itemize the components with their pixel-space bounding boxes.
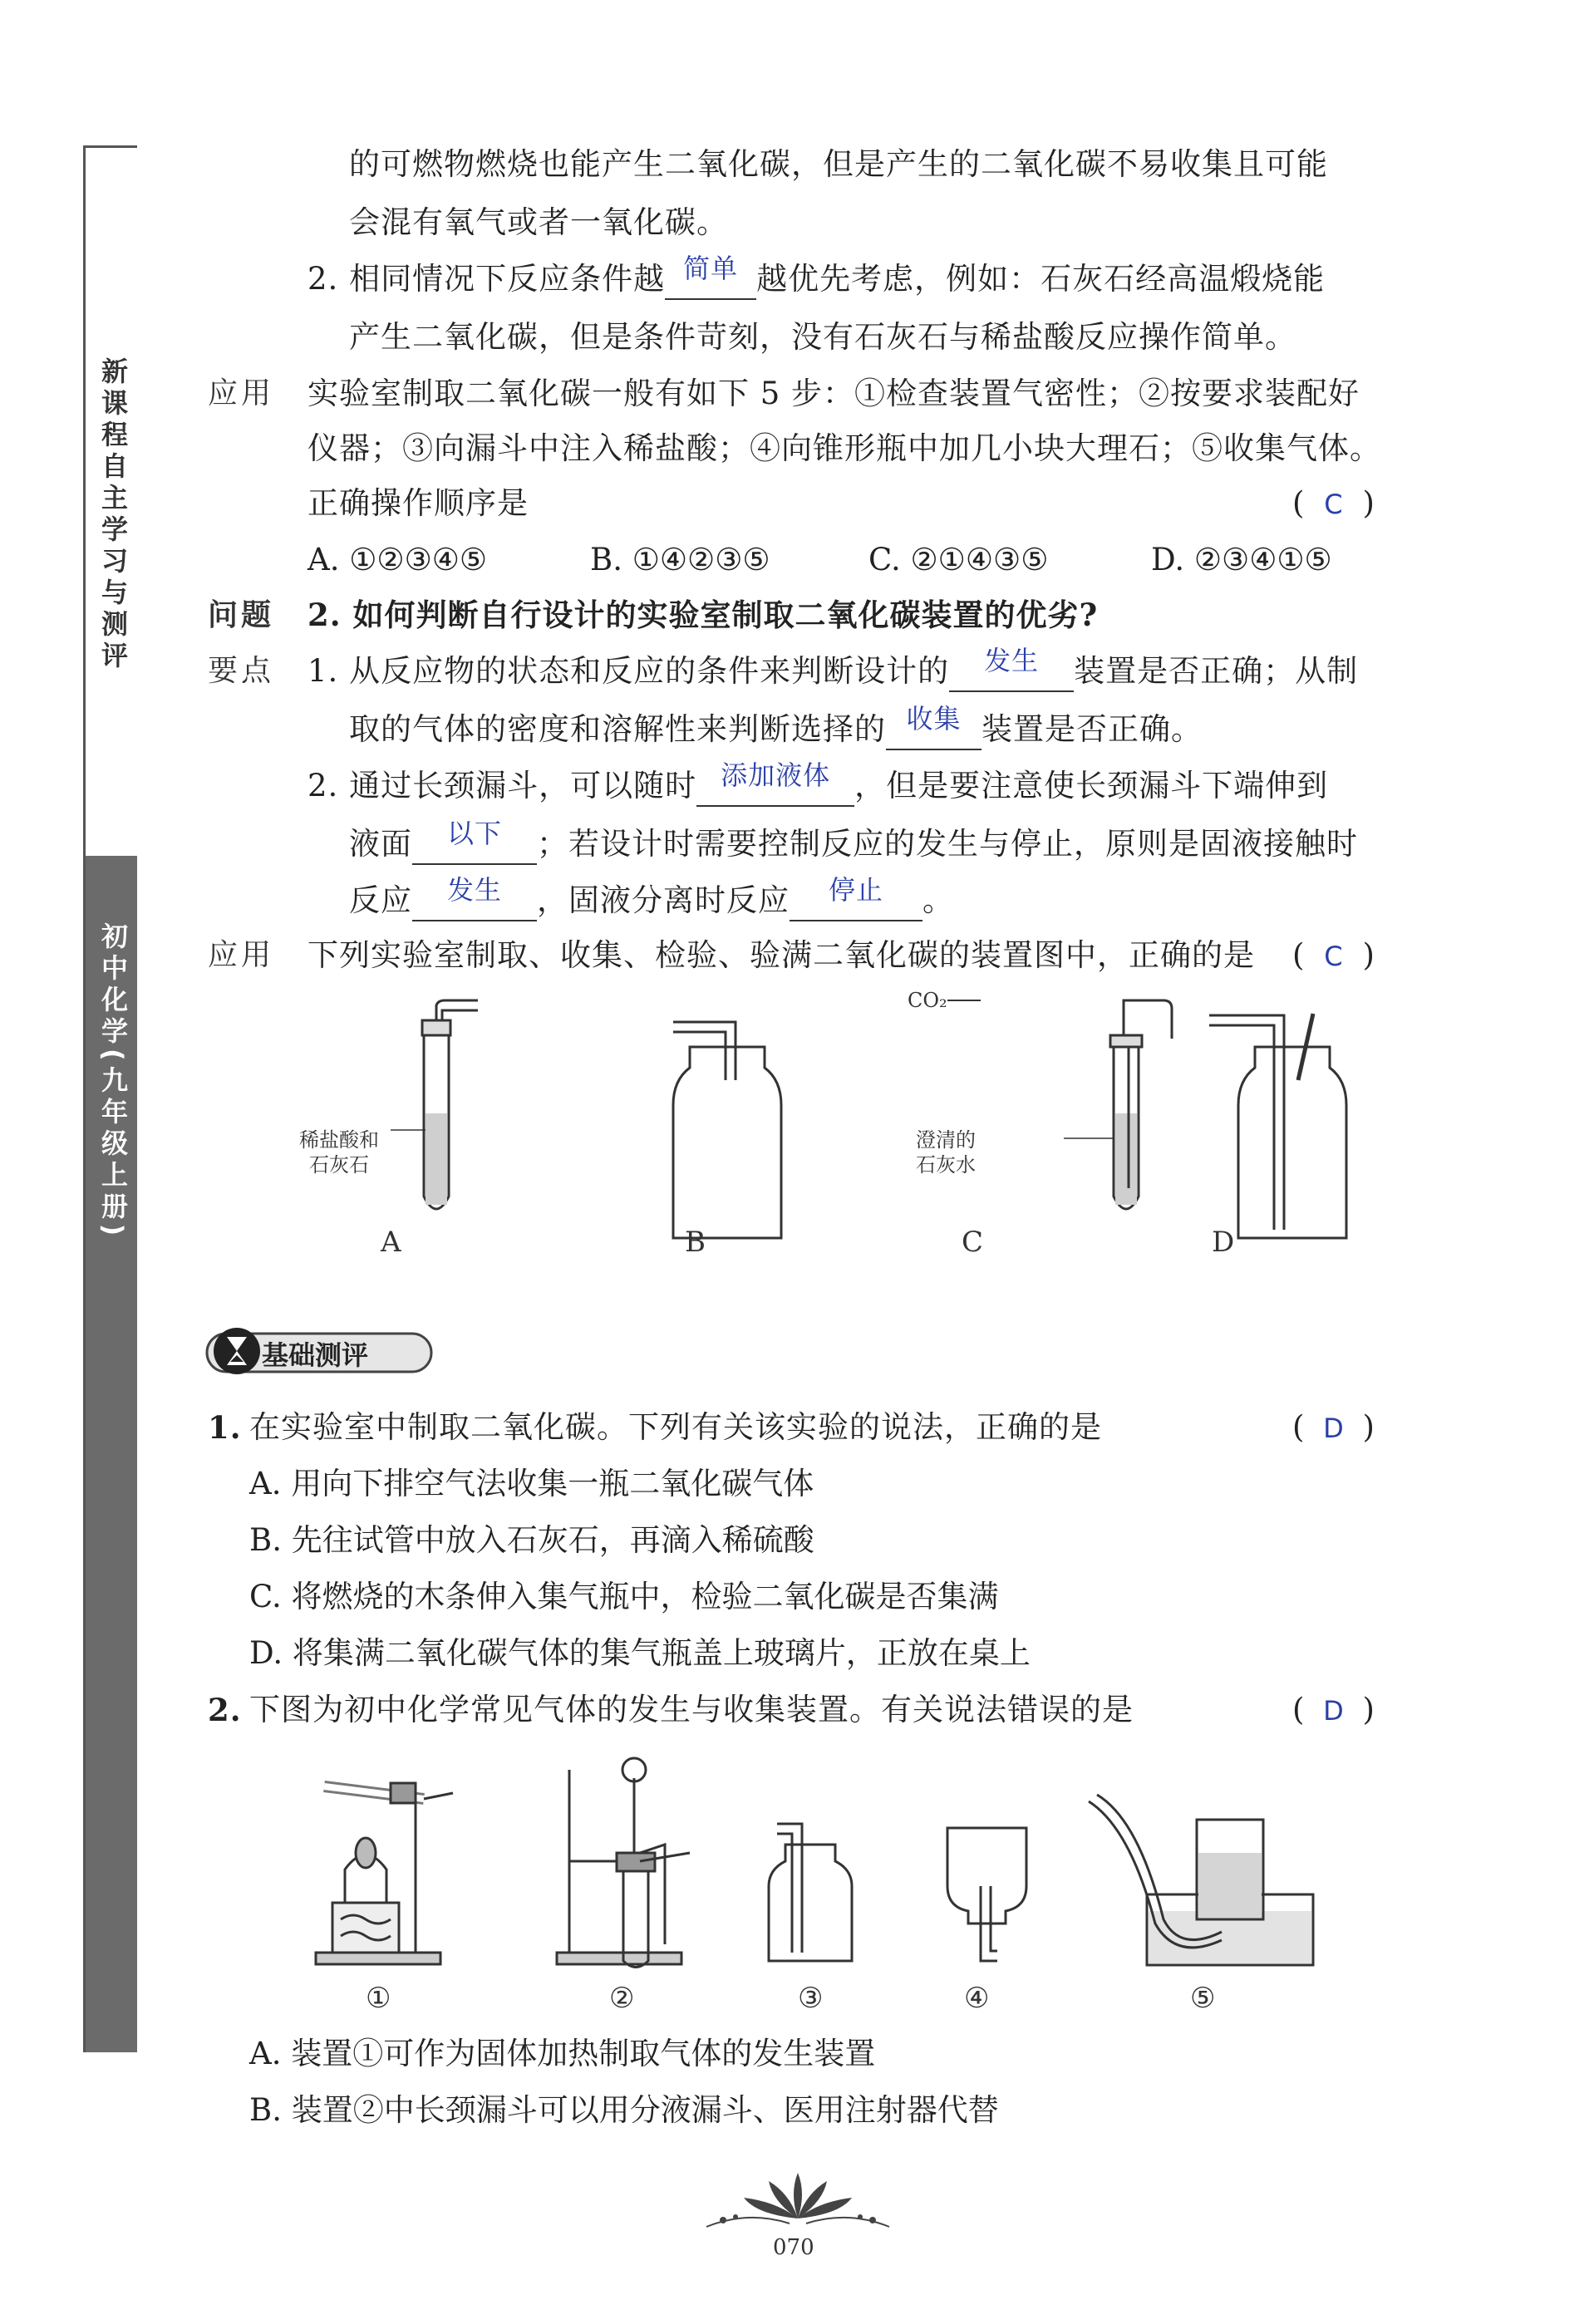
t2-option-b: B. 装置②中长颈漏斗可以用分液漏斗、医用注射器代替 [249, 2092, 999, 2128]
apparatus-a [391, 1000, 478, 1209]
t2-apparatus-figure [307, 1753, 1388, 1969]
fig-caption-d: D [1212, 1226, 1235, 1259]
fig-caption-a: A [381, 1226, 401, 1259]
para2-num: 2. [307, 261, 339, 297]
t2-caption-5: ⑤ [1190, 1982, 1216, 2015]
t1-option-c: C. 将燃烧的木条伸入集气瓶中，检验二氧化碳是否集满 [249, 1579, 999, 1614]
points-p2-pre: 通过长颈漏斗，可以随时 [349, 768, 697, 803]
points-p1-pre: 从反应物的状态和反应的条件来判断设计的 [349, 653, 950, 689]
points-p1-l2-answer: 收集 [906, 703, 962, 735]
t1-option-d: D. 将集满二氧化碳气体的集气瓶盖上玻璃片，正放在桌上 [249, 1635, 1031, 1671]
app1-line2: 仪器；③向漏斗中注入稀盐酸；④向锥形瓶中加几小块大理石；⑤收集气体。 [307, 430, 1381, 466]
points-p2-l3-answer1: 发生 [446, 874, 502, 906]
fig-c-text1: 澄清的 [916, 1128, 976, 1152]
points-p2-l3-pre: 反应 [349, 882, 412, 918]
t2-caption-2: ② [609, 1982, 635, 2015]
para2-blank [665, 253, 756, 300]
para1-line2: 会混有氧气或者一氧化碳。 [349, 204, 728, 240]
apparatus-1 [316, 1783, 453, 1964]
t1-num: 1. [208, 1409, 242, 1446]
fig-c-text2: 石灰水 [916, 1153, 976, 1177]
t2-answer-paren: ( D ) [1292, 1688, 1375, 1732]
points-p2-l3-blank2 [790, 874, 922, 921]
points-p2-l3-answer2: 停止 [828, 874, 883, 906]
t1-text: 在实验室中制取二氧化碳。下列有关该实验的说法，正确的是 [249, 1409, 1102, 1445]
points-p2-l3-mid: ，固液分离时反应 [537, 882, 790, 918]
side-label-top: 新课程自主学习与测评 [97, 357, 129, 673]
points-p1-blank [949, 645, 1074, 692]
points-p2-l2-post: ；若设计时需要控制反应的发生与停止，原则是固液接触时 [537, 826, 1358, 862]
apparatus-5 [1089, 1795, 1313, 1965]
t1-option-b: B. 先往试管中放入石灰石，再滴入稀硫酸 [249, 1522, 814, 1558]
points-p2-l2-pre: 液面 [349, 826, 412, 862]
points-p2-l3-blank1 [412, 874, 537, 921]
points-p2-line3 [349, 874, 954, 922]
points-p2-answer: 添加液体 [721, 759, 831, 791]
para2-line1 [307, 253, 1326, 301]
points-p2-l2-blank [412, 818, 537, 865]
points-p2-num: 2. [307, 768, 339, 803]
hourglass-icon [214, 1328, 260, 1374]
apparatus-d [1209, 1014, 1346, 1238]
points-p2-line1 [307, 759, 1329, 808]
points-p2-line2 [349, 818, 1358, 866]
points-p2-l2-answer: 以下 [446, 818, 502, 849]
para2-answer: 简单 [683, 253, 739, 284]
fig-a-text2: 石灰石 [309, 1153, 369, 1177]
t2-option-a: A. 装置①可作为固体加热制取气体的发生装置 [249, 2036, 876, 2071]
para1-line1: 的可燃物燃烧也能产生二氧化碳，但是产生的二氧化碳不易收集且可能 [349, 146, 1328, 182]
q2-label: 问题 [208, 597, 275, 632]
points-p1-l2-pre: 取的气体的密度和溶解性来判断选择的 [349, 711, 886, 747]
app2-text: 下列实验室制取、收集、检验、验满二氧化碳的装置图中，正确的是 [307, 937, 1255, 973]
fig-caption-c: C [962, 1226, 984, 1259]
side-label-bottom: 初中化学(九年级上册) [97, 922, 129, 1241]
footer-ornament-icon [698, 2169, 898, 2235]
app2-answer-paren: ( C ) [1292, 934, 1375, 978]
app1-option-d: D. ②③④①⑤ [1151, 542, 1332, 577]
app1-answer: C [1324, 489, 1343, 520]
apparatus-2 [557, 1758, 690, 1968]
app1-option-a: A. ①②③④⑤ [307, 542, 488, 577]
para2-line2: 产生二氧化碳，但是条件苛刻，没有石灰石与稀盐酸反应操作简单。 [349, 319, 1296, 355]
paren-open: ( [1292, 485, 1305, 521]
points-p1-num: 1. [307, 653, 339, 689]
points-p1-l2-post: 装置是否正确。 [981, 711, 1203, 747]
app2-label: 应用 [208, 938, 275, 972]
t2-caption-1: ① [366, 1982, 391, 2015]
app1-option-b: B. ①④②③⑤ [590, 542, 770, 577]
points-p1-line2 [349, 703, 1203, 751]
t2-answer: D [1323, 1695, 1344, 1727]
fig-a-text1: 稀盐酸和 [299, 1128, 379, 1152]
t1-answer: D [1323, 1413, 1344, 1444]
points-label: 要点 [208, 654, 275, 688]
t2-text: 下图为初中化学常见气体的发生与收集装置。有关说法错误的是 [249, 1692, 1134, 1727]
points-p1-l2-blank [886, 703, 981, 750]
para2-post: 越优先考虑，例如：石灰石经高温煅烧能 [756, 261, 1326, 297]
para2-pre: 相同情况下反应条件越 [349, 261, 666, 297]
points-p1-post: 装置是否正确；从制 [1074, 653, 1359, 689]
app1-answer-paren [1292, 482, 1375, 526]
apparatus-b [673, 1022, 781, 1238]
app2-answer: C [1324, 941, 1343, 972]
t1-answer-paren: ( D ) [1292, 1406, 1375, 1450]
points-p2-l3-post: 。 [922, 882, 954, 918]
fig-c-co2: CO₂ [908, 989, 947, 1012]
app1-line3: 正确操作顺序是 [307, 485, 529, 521]
paren-close: ) [1362, 485, 1375, 521]
app1-option-c: C. ②①④③⑤ [868, 542, 1049, 577]
q2-text: 2. 如何判断自行设计的实验室制取二氧化碳装置的优劣? [307, 597, 1099, 633]
apparatus-4 [947, 1828, 1026, 1961]
points-p2-post: ，但是要注意使长颈漏斗下端伸到 [854, 768, 1329, 803]
points-p1-line1 [307, 645, 1359, 693]
app1-label: 应用 [208, 376, 275, 410]
app1-line1: 实验室制取二氧化碳一般有如下 5 步：①检查装置气密性；②按要求装配好 [307, 376, 1360, 411]
section-title: 基础测评 [262, 1339, 369, 1371]
page-number: 070 [773, 2235, 814, 2260]
points-p2-blank [696, 759, 854, 807]
t1-option-a: A. 用向下排空气法收集一瓶二氧化碳气体 [249, 1466, 814, 1501]
apparatus-c [947, 1000, 1172, 1209]
fig-caption-b: B [685, 1226, 706, 1259]
t2-caption-3: ③ [798, 1982, 824, 2015]
points-p1-answer: 发生 [984, 645, 1040, 676]
t2-caption-4: ④ [964, 1982, 990, 2015]
t2-num: 2. [208, 1692, 242, 1728]
apparatus-3 [769, 1824, 852, 1961]
